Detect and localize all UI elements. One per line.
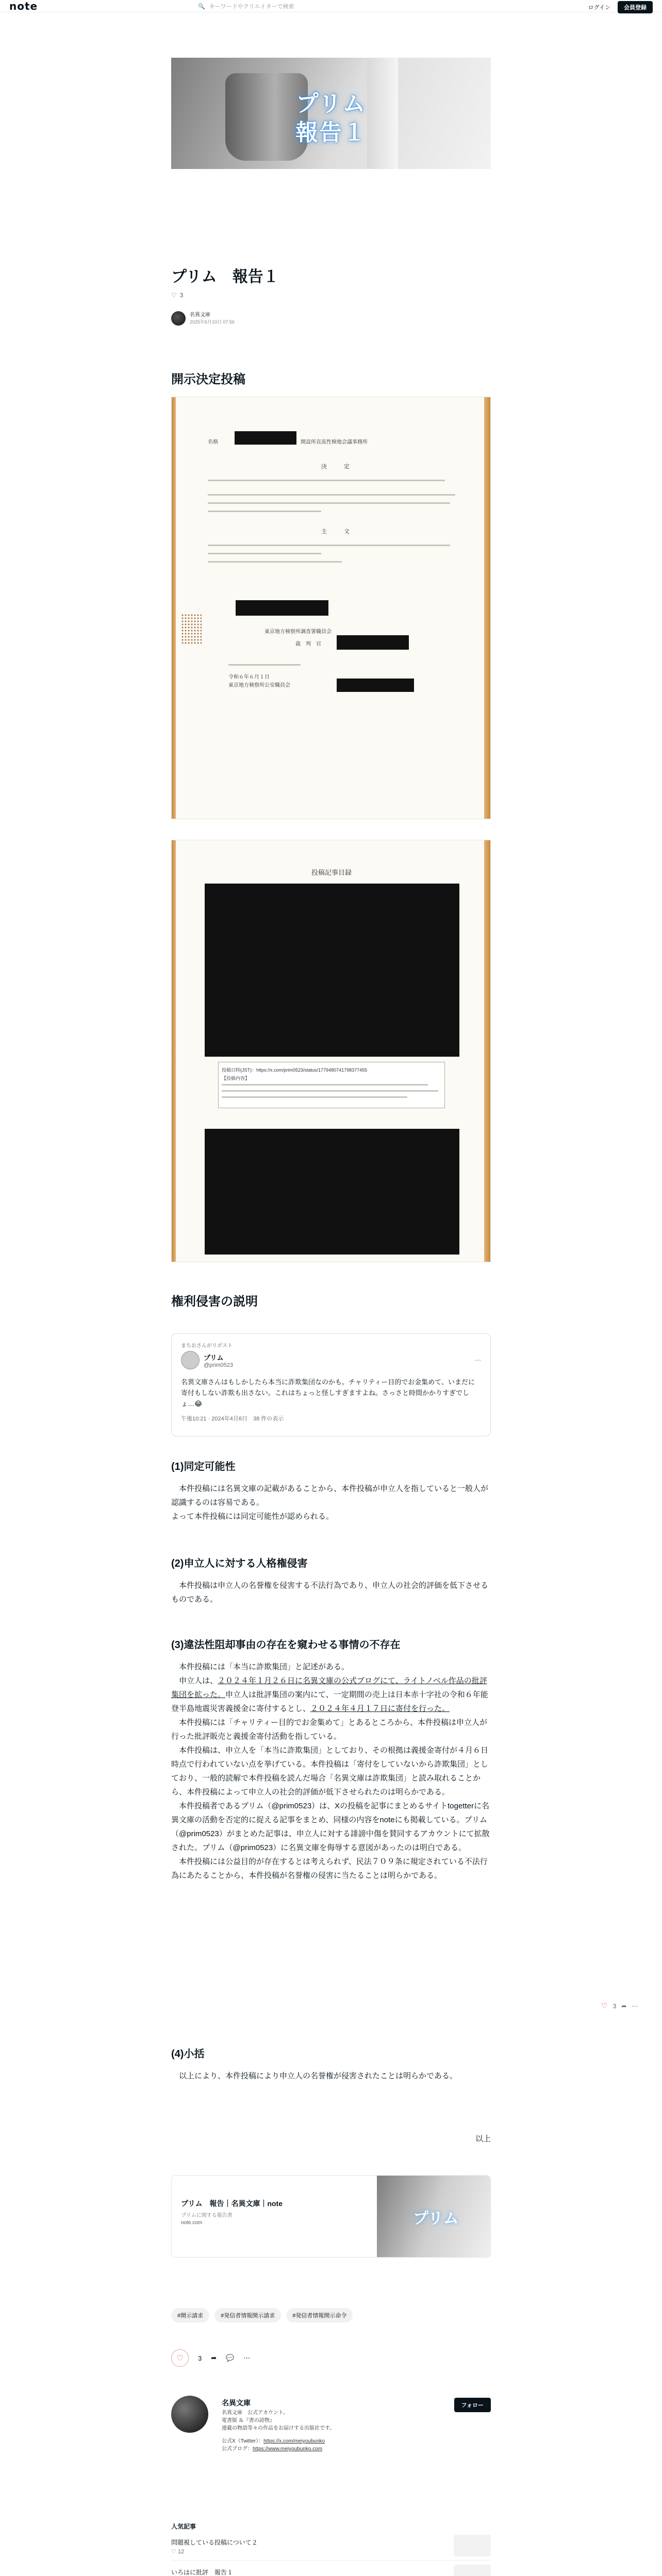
floating-actions: ♡ 3 ➦ ⋯ xyxy=(601,2002,638,2010)
author-row xyxy=(171,311,235,326)
embed-title: プリム 報告｜名異文庫｜note xyxy=(181,2199,283,2208)
top-bar xyxy=(0,0,662,12)
donation-link[interactable]: ２０２４年４月１７日に寄付を行った。 xyxy=(310,1704,450,1713)
retweet-label: まちおさんがリポスト xyxy=(181,1343,233,1349)
link-embed-card[interactable] xyxy=(171,2175,491,2258)
tweet-name: プリム xyxy=(204,1353,224,1362)
section-1-title: (1)同定可能性 xyxy=(171,1461,236,1472)
blog-link[interactable]: https://www.meiyoubunko.com xyxy=(253,2446,323,2452)
redaction-block xyxy=(236,600,328,616)
profile-avatar[interactable] xyxy=(171,2396,208,2433)
embed-desc: プリムに関する報告書 xyxy=(181,2213,233,2218)
tweet-time: 午後10:21 · 2024年4月6日 xyxy=(181,1416,248,1422)
section-4-text: 以上により、本件投稿により申立人の名誉権が侵害されたことは明らかである。 xyxy=(179,2072,458,2080)
profile-description: 名異文庫 公式アカウント。 電書版 ＆『書の読物』 連載の物語等々の作品をお届けする出版社です。 公式X（Twitter）：https://x.com/meiyoubunko 公式ブログ：https://www.meiyoubunko.com xyxy=(222,2410,335,2452)
redaction-block xyxy=(337,635,409,650)
list-item[interactable]: 問題視している投稿について２ ♡ 12 xyxy=(171,2531,491,2561)
author-name[interactable]: 名異文庫 xyxy=(190,312,210,318)
embedded-tweet[interactable] xyxy=(171,1333,491,1436)
search-icon: 🔍 xyxy=(198,3,205,10)
login-link[interactable]: ログイン xyxy=(588,5,610,11)
tweet-avatar xyxy=(181,1351,200,1369)
heart-icon: ♡ xyxy=(176,2354,184,2363)
embed-thumbnail: プリム xyxy=(377,2176,490,2258)
court-document-1: 名格 開設所直流性検地会議事務所 決 定 主 文 東京地方検察所調査署職員会 裁 判 官 令和６年６月１日 東京地方検察所公安職員会 xyxy=(171,397,491,819)
action-bar xyxy=(171,2349,250,2367)
embed-url: note.com xyxy=(181,2220,203,2226)
section-4-title: (4)小括 xyxy=(171,2048,205,2060)
heart-icon: ♡ xyxy=(171,2549,176,2555)
share-icon[interactable]: ➦ xyxy=(211,2354,217,2362)
search-input[interactable]: キーワードやクリエイターで検索 xyxy=(209,4,294,10)
hero-image xyxy=(171,58,491,169)
section-2-title: (2)申立人に対する人格権侵害 xyxy=(171,1558,308,1569)
court-document-2: 投稿記事目録 投稿日時(JST)：https://x.com/prim0523/status/1779480741798377455 【投稿内容】 xyxy=(171,840,491,1262)
note-logo[interactable]: note xyxy=(9,0,38,12)
section-heading-violation: 権利侵害の説明 xyxy=(171,1295,258,1309)
popular-articles xyxy=(171,2522,491,2576)
tag[interactable]: #発信者情報開示命令 xyxy=(286,2308,353,2323)
list-item[interactable]: いろはに批評 報告１ xyxy=(171,2561,491,2576)
comment-icon[interactable]: 💬 xyxy=(226,2354,235,2362)
section-3-text: 本件投稿には「本当に詐欺集団」と記述がある。 申立人は、２０２４年１月２６日に名異文庫の公式ブログにて、ライトノベル作品の批評集団を拡った。申立人は批評集団の案内にて、一定期間の売上は日本赤十字社の令和６年能登半島地震災害義援金に寄付するとし、２０２４年４月１７日に寄付を行った。 本件投稿には「チャリティー目的でお金集めて」とあるところから、本件投稿は申立人が行った批評販売と義援金寄付活動を指している。 本件投稿は、申立人を「本当に詐欺集団」としており、その根拠は義援金寄付が４月６日時点で行われていない点を挙げている。本件投稿は「寄付をしていないから詐欺集団」としており、一般的読解で本件投稿を読んだ場合「名異文庫は詐欺集団」と読み取れることから、本件投稿によって申立人の社会的評価が低下させられたのは明らかである。 本件投稿者であるプリム（@prim0523）は、Xの投稿を記事にまとめるサイトtogetterに名異文庫の活動を否定的に捉える記事をまとめ、同様の内容をnoteにも掲載している。プリム（@prim0523）がまとめた記事は、申立人に対する誹謗中傷を賛同するアカウントにて拡散された。プリム（@prim0523）に名異文庫を侮辱する意図があったのは明白である。 本件投稿には公益目的が存在するとは考えられず、民法７０９条に規定されている不法行為にあたることから、本件投稿が名誉権の侵害に当たることは明らかである。 xyxy=(171,1663,490,1880)
like-button[interactable] xyxy=(171,2349,189,2367)
popular-heading: 人気記事 xyxy=(171,2523,196,2530)
heart-icon[interactable]: ♡ xyxy=(601,2002,608,2010)
share-icon[interactable]: ➦ xyxy=(621,2002,627,2010)
section-2-text: 本件投稿は申立人の名誉権を侵害する不法行為であり、申立人の社会的評価を低下させるものである。 xyxy=(171,1581,489,1604)
tweet-views: 38 件の表示 xyxy=(253,1416,284,1422)
twitter-link[interactable]: https://x.com/meiyoubunko xyxy=(263,2438,325,2444)
follow-button[interactable]: フォロー xyxy=(454,2398,491,2412)
more-icon[interactable]: ⋯ xyxy=(632,2002,638,2010)
redaction-block xyxy=(235,431,296,445)
more-icon[interactable]: ⋯ xyxy=(243,2354,251,2362)
signup-button[interactable]: 会員登録 xyxy=(618,1,653,13)
tag-list xyxy=(171,2308,353,2323)
section-3-title: (3)違法性阻却事由の存在を窺わせる事情の不存在 xyxy=(171,1639,401,1651)
search-box[interactable] xyxy=(198,1,456,11)
blog-link[interactable]: ２０２４年１月２６日に名異文庫の公式ブログにて、ライトノベル作品の批評集団を拡った。 xyxy=(171,1676,487,1699)
post-date: 2025年6月10日 07:56 xyxy=(190,319,235,325)
like-count-row[interactable]: ♡ 3 xyxy=(171,292,184,299)
end-mark: 以上 xyxy=(475,2134,491,2143)
redaction-block xyxy=(205,884,459,1057)
article-title: プリム 報告１ xyxy=(171,268,279,285)
heart-icon: ♡ xyxy=(171,292,177,299)
redaction-block xyxy=(205,1129,459,1255)
tag[interactable]: #発信者情報開示請求 xyxy=(214,2308,281,2323)
redaction-block xyxy=(337,679,414,692)
hero-title-text: プリム 報告１ xyxy=(295,91,367,145)
like-count: 3 xyxy=(198,2354,202,2362)
tag[interactable]: #開示請求 xyxy=(171,2308,209,2323)
more-icon[interactable]: ⋯ xyxy=(475,1357,481,1364)
section-heading-disclosure: 開示決定投稿 xyxy=(171,372,245,386)
tweet-handle: @prim0523 xyxy=(204,1362,234,1368)
author-avatar[interactable] xyxy=(171,311,186,326)
section-1-text: 本件投稿には名異文庫の記載があることから、本件投稿が申立人を指していると一般人が認識するのは容易である。 よって本件投稿には同定可能性が認められる。 xyxy=(171,1484,489,1521)
tweet-body: 名異文庫さんはもしかしたら本当に詐欺集団なのかも。チャリティー目的でお金集めて、いまだに寄付もしない詐欺も出さない。これはちょっと怪しすぎますよね。さっさと時間かかりすぎでしょ…😂 xyxy=(181,1378,475,1408)
profile-name[interactable]: 名異文庫 xyxy=(222,2399,251,2407)
